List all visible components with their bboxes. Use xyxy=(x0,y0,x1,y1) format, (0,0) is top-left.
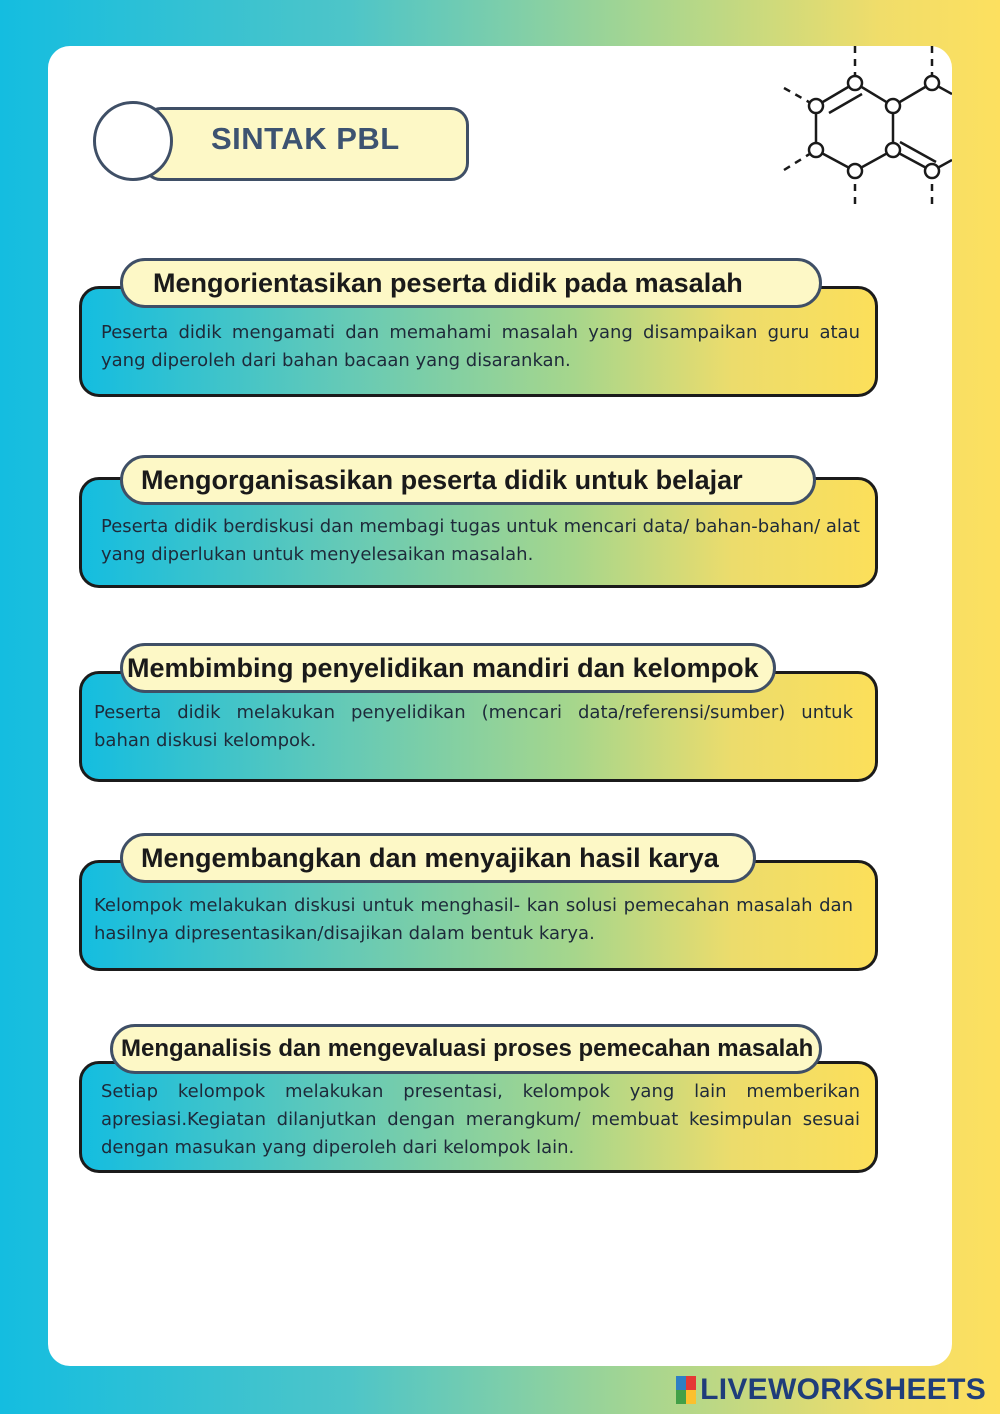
title-badge xyxy=(93,101,473,181)
step-label-5: Menganalisis dan mengevaluasi proses pemecahan masalah xyxy=(110,1024,822,1074)
liveworksheets-logo-icon xyxy=(676,1376,696,1404)
step-description: Peserta didik berdiskusi dan membagi tugas untuk mencari data/ bahan-bahan/ alat yang diperlukan untuk menyelesaikan masalah. xyxy=(101,516,860,565)
molecule-icon xyxy=(780,46,952,211)
step-label-2: Mengorganisasikan peserta didik untuk belajar xyxy=(120,455,816,505)
footer-brand[interactable] xyxy=(676,1374,986,1406)
step-label-4: Mengembangkan dan menyajikan hasil karya xyxy=(120,833,756,883)
step-label-3: Membimbing penyelidikan mandiri dan kelompok xyxy=(120,643,776,693)
step-card-5 xyxy=(79,1061,878,1173)
step-description: Peserta didik mengamati dan memahami masalah yang disampaikan guru atau yang diperoleh dari bahan bacaan yang disarankan. xyxy=(101,322,860,371)
step-description: Setiap kelompok melakukan presentasi, kelompok yang lain memberikan apresiasi.Kegiatan dilanjutkan dengan merangkum/ membuat kesimpulan sesuai dengan masukan yang diperoleh dari kelompok lain. xyxy=(101,1081,860,1158)
page-title: SINTAK PBL xyxy=(211,121,400,156)
title-circle xyxy=(93,101,173,181)
step-label-1: Mengorientasikan peserta didik pada masalah xyxy=(120,258,822,308)
step-description: Peserta didik melakukan penyelidikan (mencari data/referensi/sumber) untuk bahan diskusi kelompok. xyxy=(94,702,853,751)
step-description: Kelompok melakukan diskusi untuk menghasil- kan solusi pemecahan masalah dan hasilnya dipresentasikan/disajikan dalam bentuk karya. xyxy=(94,895,853,944)
footer-brand-text: LIVEWORKSHEETS xyxy=(700,1373,986,1406)
